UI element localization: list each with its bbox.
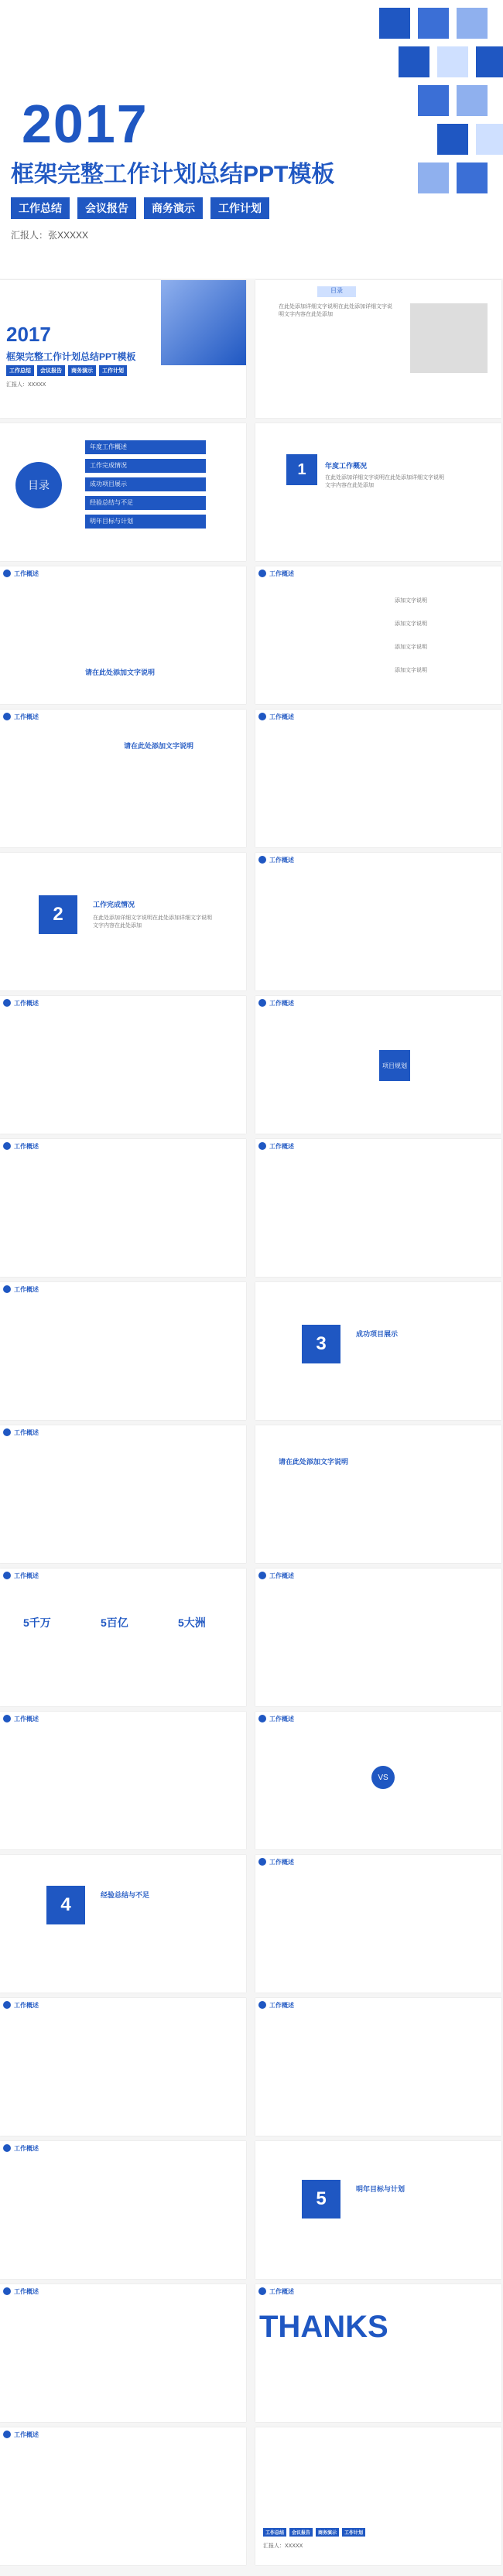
decor-tile bbox=[399, 46, 429, 77]
header-dot-icon bbox=[3, 2001, 11, 2009]
header-title: 工作概述 bbox=[14, 713, 39, 720]
header-dot-icon bbox=[3, 2287, 11, 2295]
header-dot-icon bbox=[3, 570, 11, 577]
header-dot-icon bbox=[258, 856, 266, 864]
slide-chess bbox=[255, 2284, 501, 2422]
header-dot-icon bbox=[3, 1572, 11, 1579]
slide-header bbox=[0, 2284, 246, 2298]
header-dot-icon bbox=[3, 713, 11, 720]
header-title: 工作概述 bbox=[269, 570, 294, 577]
slide-abc bbox=[255, 853, 501, 990]
tag: 工作总结 bbox=[11, 197, 70, 219]
header-title: 工作概述 bbox=[269, 1572, 294, 1579]
slide-header bbox=[255, 2284, 501, 2298]
header-title: 工作概述 bbox=[14, 1428, 39, 1436]
slide-header bbox=[255, 566, 501, 580]
slide-road bbox=[255, 1855, 501, 1993]
intro-title: 目录 bbox=[317, 286, 356, 297]
header-dot-icon bbox=[258, 2001, 266, 2009]
slide-header bbox=[0, 566, 246, 580]
header-dot-icon bbox=[3, 1428, 11, 1436]
decor-tiles bbox=[271, 0, 503, 279]
header-title: 工作概述 bbox=[14, 1285, 39, 1293]
part-title: 成功项目展示 bbox=[356, 1330, 399, 1338]
gear-item: 添加文字说明 bbox=[395, 668, 427, 673]
header-title: 工作概述 bbox=[269, 713, 294, 720]
gear-item: 添加文字说明 bbox=[395, 598, 427, 604]
slide-arrows bbox=[0, 1282, 246, 1420]
slide-intro bbox=[255, 280, 501, 418]
slide-money bbox=[0, 1569, 246, 1706]
header-title: 工作概述 bbox=[269, 856, 294, 864]
slide-donut bbox=[0, 1425, 246, 1563]
slide-hand bbox=[0, 1712, 246, 1849]
header-title: 工作概述 bbox=[269, 2001, 294, 2009]
decor-city-image bbox=[161, 280, 246, 365]
header-dot-icon bbox=[3, 999, 11, 1007]
decor-tile bbox=[379, 8, 410, 39]
part-number: 1 bbox=[286, 454, 317, 485]
tag: 商务演示 bbox=[144, 197, 203, 219]
header-title: 工作概述 bbox=[14, 2144, 39, 2152]
header-dot-icon bbox=[3, 2144, 11, 2152]
slide-toc bbox=[0, 423, 246, 561]
decor-tile bbox=[418, 85, 449, 116]
slide-percent bbox=[0, 2141, 246, 2279]
slide-part3 bbox=[255, 1282, 501, 1420]
slide-header bbox=[255, 1855, 501, 1869]
slide-header bbox=[0, 1425, 246, 1439]
header-title: 工作概述 bbox=[269, 1715, 294, 1722]
header-title: 工作概述 bbox=[14, 1715, 39, 1722]
slide-header bbox=[255, 1998, 501, 2012]
slide-header bbox=[255, 710, 501, 724]
hero-tags bbox=[11, 197, 269, 219]
part-title: 明年目标与计划 bbox=[356, 2185, 405, 2193]
part-text: 在此处添加详细文字说明在此处添加详细文字说明文字内容在此处添加 bbox=[325, 475, 444, 488]
decor-tile bbox=[457, 8, 488, 39]
header-dot-icon bbox=[258, 2287, 266, 2295]
vs-badge: VS bbox=[371, 1766, 395, 1789]
slide-header bbox=[0, 2141, 246, 2155]
slide-part2 bbox=[0, 853, 246, 990]
header-dot-icon bbox=[258, 1572, 266, 1579]
tag: 工作总结 bbox=[6, 365, 34, 376]
decor-tile bbox=[476, 46, 503, 77]
slide-overview bbox=[0, 566, 246, 704]
slide-gears bbox=[255, 566, 501, 704]
header-dot-icon bbox=[258, 570, 266, 577]
header-title: 工作概述 bbox=[269, 999, 294, 1007]
slide-title: 框架完整工作计划总结PPT模板 bbox=[6, 351, 136, 362]
intro-photo bbox=[410, 303, 488, 373]
header-title: 工作概述 bbox=[14, 2431, 39, 2438]
hero-year: 2017 bbox=[22, 94, 149, 154]
money-3: 5大洲 bbox=[178, 1616, 206, 1629]
slide-person bbox=[255, 1998, 501, 2136]
header-dot-icon bbox=[3, 1142, 11, 1150]
part-number: 3 bbox=[302, 1325, 340, 1363]
header-title: 工作概述 bbox=[269, 1858, 294, 1866]
hero-title: 框架完整工作计划总结PPT模板 bbox=[11, 162, 335, 187]
slide-header bbox=[255, 996, 501, 1010]
slide-header bbox=[0, 1998, 246, 2012]
tag: 工作计划 bbox=[342, 2528, 365, 2537]
part-number: 2 bbox=[39, 895, 77, 934]
header-title: 工作概述 bbox=[14, 999, 39, 1007]
header-dot-icon bbox=[3, 1285, 11, 1293]
slide-stats bbox=[0, 2284, 246, 2422]
slide-process bbox=[255, 1569, 501, 1706]
slide-header bbox=[0, 2427, 246, 2441]
slide-cart bbox=[0, 710, 246, 847]
toc-item[interactable]: 经验总结与不足 bbox=[85, 496, 206, 510]
hero-reporter: 汇报人：张XXXXX bbox=[11, 230, 89, 241]
part-title: 工作完成情况 bbox=[93, 901, 135, 908]
header-title: 工作概述 bbox=[14, 2001, 39, 2009]
toc-item[interactable]: 明年目标与计划 bbox=[85, 515, 206, 529]
toc-list bbox=[85, 440, 206, 529]
slide-header bbox=[0, 996, 246, 1010]
header-dot-icon bbox=[3, 1715, 11, 1722]
decor-tile bbox=[437, 46, 468, 77]
slide-hex bbox=[255, 996, 501, 1134]
thanks-text: THANKS bbox=[259, 2310, 388, 2344]
slide-header bbox=[0, 1139, 246, 1153]
slide-phone bbox=[255, 1425, 501, 1563]
decor-tile bbox=[418, 162, 449, 193]
header-dot-icon bbox=[258, 1715, 266, 1722]
title-slide bbox=[0, 0, 503, 279]
header-dot-icon bbox=[258, 1142, 266, 1150]
slide-bar-chart bbox=[0, 1139, 246, 1277]
money-2: 5百亿 bbox=[101, 1616, 128, 1629]
header-dot-icon bbox=[3, 2431, 11, 2438]
cart-title: 请在此处添加文字说明 bbox=[124, 742, 194, 750]
slide-header bbox=[255, 1139, 501, 1153]
part-number: 4 bbox=[46, 1886, 85, 1924]
money-1: 5千万 bbox=[23, 1616, 51, 1629]
slide-header bbox=[255, 1712, 501, 1726]
header-title: 工作概述 bbox=[269, 1142, 294, 1150]
slide-header bbox=[255, 1569, 501, 1582]
header-title: 工作概述 bbox=[14, 1572, 39, 1579]
decor-tile bbox=[457, 85, 488, 116]
slide-year: 2017 bbox=[6, 323, 51, 346]
tag: 会议报告 bbox=[37, 365, 65, 376]
slide-part5 bbox=[255, 2141, 501, 2279]
slide-vs bbox=[255, 1712, 501, 1849]
slide-thanks bbox=[255, 2427, 501, 2565]
slide-part4 bbox=[0, 1855, 246, 1993]
decor-tile bbox=[418, 8, 449, 39]
decor-tile bbox=[476, 124, 503, 155]
slide-cover-small bbox=[0, 280, 246, 418]
header-dot-icon bbox=[258, 999, 266, 1007]
slide-header bbox=[0, 710, 246, 724]
tag: 商务演示 bbox=[316, 2528, 339, 2537]
header-title: 工作概述 bbox=[269, 2287, 294, 2295]
slide-icons bbox=[0, 2427, 246, 2565]
tag: 工作计划 bbox=[210, 197, 269, 219]
gear-item: 添加文字说明 bbox=[395, 645, 427, 650]
slide-header bbox=[0, 1712, 246, 1726]
slide-tags bbox=[6, 365, 127, 376]
slide-photo-bubble bbox=[0, 1998, 246, 2136]
toc-item[interactable]: 年度工作概述 bbox=[85, 440, 206, 454]
slide-part1 bbox=[255, 423, 501, 561]
phone-title: 请在此处添加文字说明 bbox=[279, 1458, 349, 1466]
thanks-reporter: 汇报人：XXXXX bbox=[263, 2544, 303, 2549]
tag: 工作总结 bbox=[263, 2528, 286, 2537]
slide-steps bbox=[0, 996, 246, 1134]
slide-header bbox=[0, 1569, 246, 1582]
part-title: 年度工作概况 bbox=[325, 462, 368, 470]
tag: 会议报告 bbox=[77, 197, 136, 219]
toc-item[interactable]: 工作完成情况 bbox=[85, 459, 206, 473]
header-dot-icon bbox=[258, 1858, 266, 1866]
tag: 商务演示 bbox=[68, 365, 96, 376]
part-number: 5 bbox=[302, 2180, 340, 2219]
part-title: 经验总结与不足 bbox=[101, 1891, 150, 1899]
slide-reporter: 汇报人：XXXXX bbox=[6, 382, 46, 388]
decor-tile bbox=[457, 162, 488, 193]
tag: 工作计划 bbox=[99, 365, 127, 376]
toc-circle: 目录 bbox=[15, 462, 62, 508]
slide-header bbox=[0, 1282, 246, 1296]
slide-timeline bbox=[255, 710, 501, 847]
slide-numbers bbox=[255, 1139, 501, 1277]
thanks-tags bbox=[263, 2528, 365, 2537]
tag: 会议报告 bbox=[289, 2528, 313, 2537]
header-title: 工作概述 bbox=[14, 2287, 39, 2295]
header-dot-icon bbox=[258, 713, 266, 720]
header-title: 工作概述 bbox=[14, 1142, 39, 1150]
decor-tile bbox=[437, 124, 468, 155]
hex-center: 项目规划 bbox=[379, 1050, 410, 1081]
intro-text: 在此处添加详细文字说明在此处添加详细文字说明文字内容在此处添加 bbox=[279, 304, 392, 317]
slide-header bbox=[255, 853, 501, 867]
bubble-title: 请在此处添加文字说明 bbox=[85, 669, 156, 676]
gear-item: 添加文字说明 bbox=[395, 621, 427, 627]
part-text: 在此处添加详细文字说明在此处添加详细文字说明文字内容在此处添加 bbox=[93, 915, 212, 929]
header-title: 工作概述 bbox=[14, 570, 39, 577]
toc-item[interactable]: 成功项目展示 bbox=[85, 477, 206, 491]
